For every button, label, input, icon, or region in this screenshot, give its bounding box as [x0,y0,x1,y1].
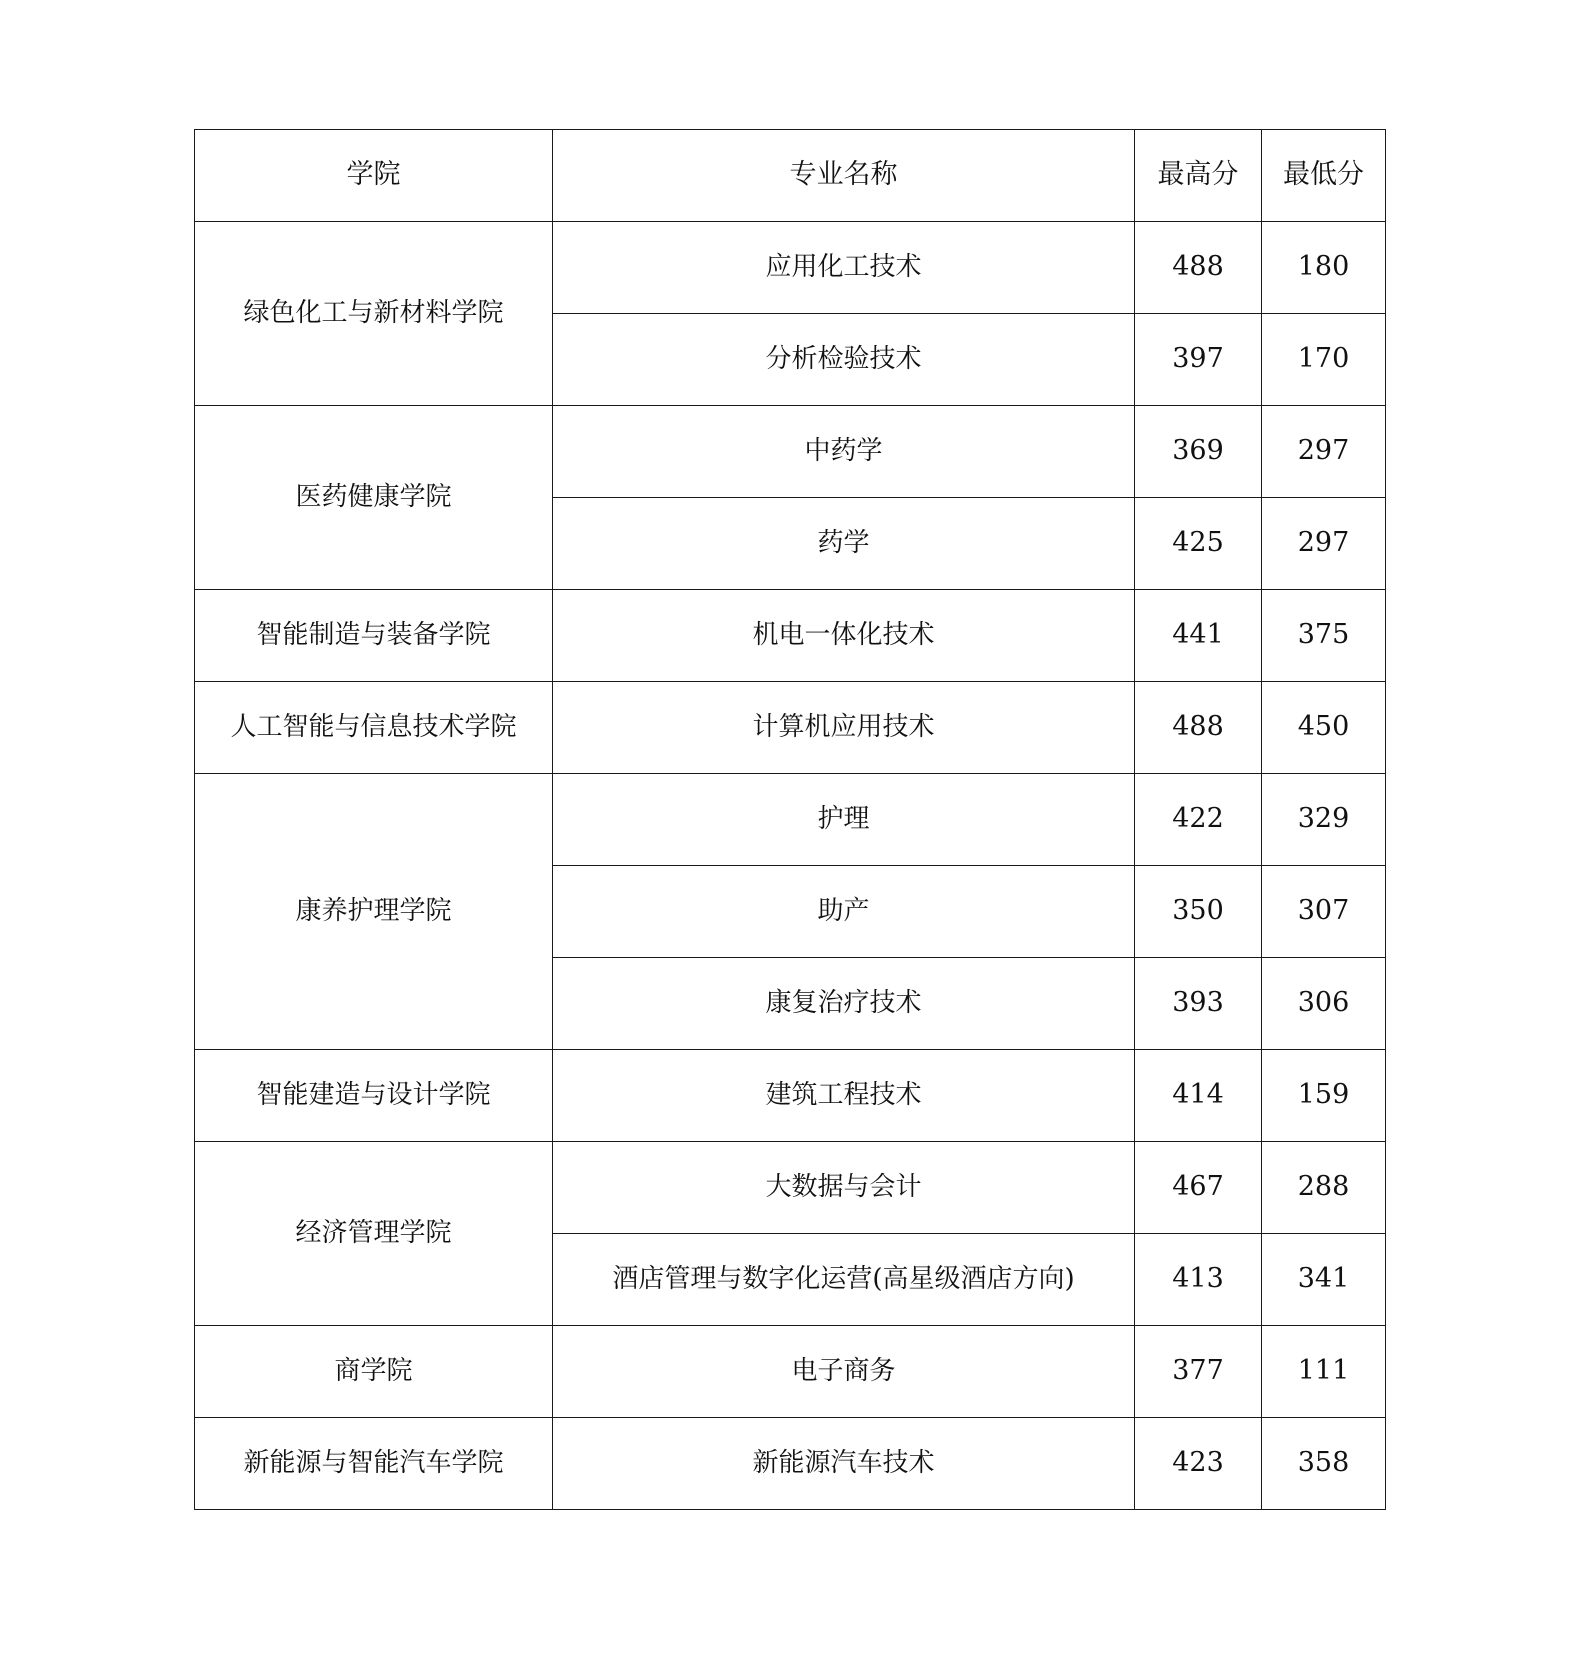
college-cell: 智能制造与装备学院 [195,590,553,682]
table-row [195,1050,1386,1142]
college-cell: 智能建造与设计学院 [195,1050,553,1142]
major-cell: 应用化工技术 [553,222,1135,314]
min-score-cell: 358 [1262,1418,1386,1510]
college-cell: 医药健康学院 [195,406,553,590]
max-score-cell: 397 [1135,314,1262,406]
min-score-cell: 450 [1262,682,1386,774]
table-body [195,222,1386,1510]
major-cell: 计算机应用技术 [553,682,1135,774]
max-score-cell: 422 [1135,774,1262,866]
min-score-cell: 341 [1262,1234,1386,1326]
college-cell: 人工智能与信息技术学院 [195,682,553,774]
min-score-cell: 297 [1262,498,1386,590]
min-score-cell: 180 [1262,222,1386,314]
college-cell: 康养护理学院 [195,774,553,1050]
major-cell: 康复治疗技术 [553,958,1135,1050]
max-score-cell: 414 [1135,1050,1262,1142]
header-college: 学院 [195,130,553,222]
table-row [195,1142,1386,1234]
header-major: 专业名称 [553,130,1135,222]
major-cell: 建筑工程技术 [553,1050,1135,1142]
min-score-cell: 307 [1262,866,1386,958]
max-score-cell: 488 [1135,222,1262,314]
max-score-cell: 441 [1135,590,1262,682]
max-score-cell: 488 [1135,682,1262,774]
major-cell: 分析检验技术 [553,314,1135,406]
college-cell: 新能源与智能汽车学院 [195,1418,553,1510]
major-cell: 新能源汽车技术 [553,1418,1135,1510]
min-score-cell: 111 [1262,1326,1386,1418]
table-row [195,1326,1386,1418]
max-score-cell: 369 [1135,406,1262,498]
max-score-cell: 377 [1135,1326,1262,1418]
major-cell: 酒店管理与数字化运营(高星级酒店方向) [553,1234,1135,1326]
min-score-cell: 329 [1262,774,1386,866]
min-score-cell: 306 [1262,958,1386,1050]
table-row [195,1418,1386,1510]
major-cell: 助产 [553,866,1135,958]
min-score-cell: 288 [1262,1142,1386,1234]
major-cell: 大数据与会计 [553,1142,1135,1234]
table-row [195,590,1386,682]
header-row [195,130,1386,222]
college-cell: 商学院 [195,1326,553,1418]
table-row [195,406,1386,498]
score-table [194,129,1386,1510]
max-score-cell: 413 [1135,1234,1262,1326]
min-score-cell: 375 [1262,590,1386,682]
college-cell: 经济管理学院 [195,1142,553,1326]
table-row [195,682,1386,774]
major-cell: 药学 [553,498,1135,590]
min-score-cell: 297 [1262,406,1386,498]
max-score-cell: 467 [1135,1142,1262,1234]
major-cell: 机电一体化技术 [553,590,1135,682]
header-max-score: 最高分 [1135,130,1262,222]
max-score-cell: 423 [1135,1418,1262,1510]
major-cell: 中药学 [553,406,1135,498]
major-cell: 护理 [553,774,1135,866]
max-score-cell: 393 [1135,958,1262,1050]
table-row [195,222,1386,314]
college-cell: 绿色化工与新材料学院 [195,222,553,406]
max-score-cell: 350 [1135,866,1262,958]
table-row [195,774,1386,866]
max-score-cell: 425 [1135,498,1262,590]
major-cell: 电子商务 [553,1326,1135,1418]
min-score-cell: 170 [1262,314,1386,406]
header-min-score: 最低分 [1262,130,1386,222]
min-score-cell: 159 [1262,1050,1386,1142]
